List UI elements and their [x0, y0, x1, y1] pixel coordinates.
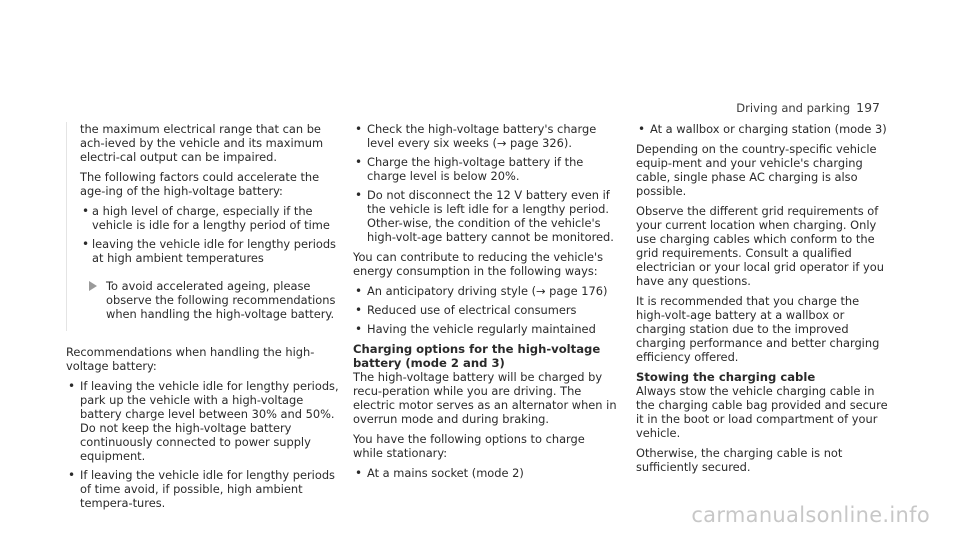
grid-paragraph: Observe the different grid requirements of your current location when charging. Only use charging cables which conform to the grid requirements. Consult a qualified electrician or your local grid operator if you have any questions. [636, 204, 884, 288]
recommendations-list [66, 379, 346, 510]
recommend-paragraph: It is recommended that you charge the high-volt-age battery at a wallbox or charging station due to the improved charging performance and better charging efficiency offered. [636, 294, 880, 364]
list-item: • a high level of charge, especially if the vehicle is idle for a lengthy period of time [80, 204, 346, 232]
otherwise-paragraph: Otherwise, the charging cable is not sufficiently secured. [636, 446, 843, 474]
list-item: • Do not disconnect the 12 V battery even if the vehicle is left idle for a lengthy period. Other-wise, the condition of the vehicle's high-volt-age battery cannot be monitored. [353, 188, 618, 244]
column-3 [636, 122, 891, 480]
recuperation-paragraph: The high-voltage battery will be charged by recu-peration while you are driving. The electric motor serves as an alternator when in overrun mode and during braking. [353, 370, 617, 426]
section-heading: Stowing the charging cable [636, 370, 816, 384]
list-item: • If leaving the vehicle idle for lengthy periods of time avoid, if possible, high ambient tempera-tures. [66, 468, 346, 510]
box-list [80, 204, 346, 265]
note [80, 279, 346, 321]
watermark: carmanualsonline.info [691, 503, 930, 527]
section-heading: Charging options for the high-voltage battery (mode 2 and 3) [353, 342, 601, 370]
list-item: • If leaving the vehicle idle for lengthy periods, park up the vehicle with a high-voltage battery charge level between 30% and 50%. Do not keep the high-voltage battery continuously connected to power supply equipment. [66, 379, 346, 463]
stow-paragraph: Always stow the vehicle charging cable in the charging cable bag provided and secure it in the boot or load compartment of your vehicle. [636, 384, 888, 440]
arrow-right-icon [89, 281, 97, 291]
list-item: • Check the high-voltage battery's charge level every six weeks (→ page 326). [353, 122, 618, 150]
recommendations-intro: Recommendations when handling the high-voltage battery: [66, 345, 315, 373]
list-item: • An anticipatory driving style (→ page 176) [353, 284, 618, 298]
list-item: • At a wallbox or charging station (mode 3) [636, 122, 891, 136]
energy-paragraph: You can contribute to reducing the vehicle's energy consumption in the following ways: [353, 250, 604, 278]
list-item: • At a mains socket (mode 2) [353, 466, 618, 480]
running-header [736, 100, 880, 115]
options-paragraph: You have the following options to charge while stationary: [353, 432, 585, 460]
list-item: • Having the vehicle regularly maintained [353, 322, 618, 336]
energy-list [353, 284, 618, 336]
page-number: 197 [856, 100, 880, 115]
section-title: Driving and parking [736, 101, 851, 115]
column-1 [66, 122, 346, 516]
list-item: • Charge the high-voltage battery if the charge level is below 20%. [353, 155, 618, 183]
box-paragraph-1: the maximum electrical range that can be ach-ieved by the vehicle and its maximum electri-cal output can be impaired. [80, 122, 324, 164]
country-paragraph: Depending on the country-specific vehicle equip-ment and your vehicle's charging cable, single phase AC charging is also possible. [636, 142, 877, 198]
maintenance-list [353, 122, 618, 244]
list-item: • leaving the vehicle idle for lengthy periods at high ambient temperatures [80, 237, 346, 265]
options-list-continued [636, 122, 891, 136]
list-item: • Reduced use of electrical consumers [353, 303, 618, 317]
options-list [353, 466, 618, 480]
column-2 [353, 122, 618, 486]
box-paragraph-2: The following factors could accelerate the age-ing of the high-voltage battery: [80, 170, 320, 198]
info-box [66, 122, 346, 331]
note-text: To avoid accelerated ageing, please observe the following recommendations when handling the high-voltage battery. [106, 279, 336, 321]
